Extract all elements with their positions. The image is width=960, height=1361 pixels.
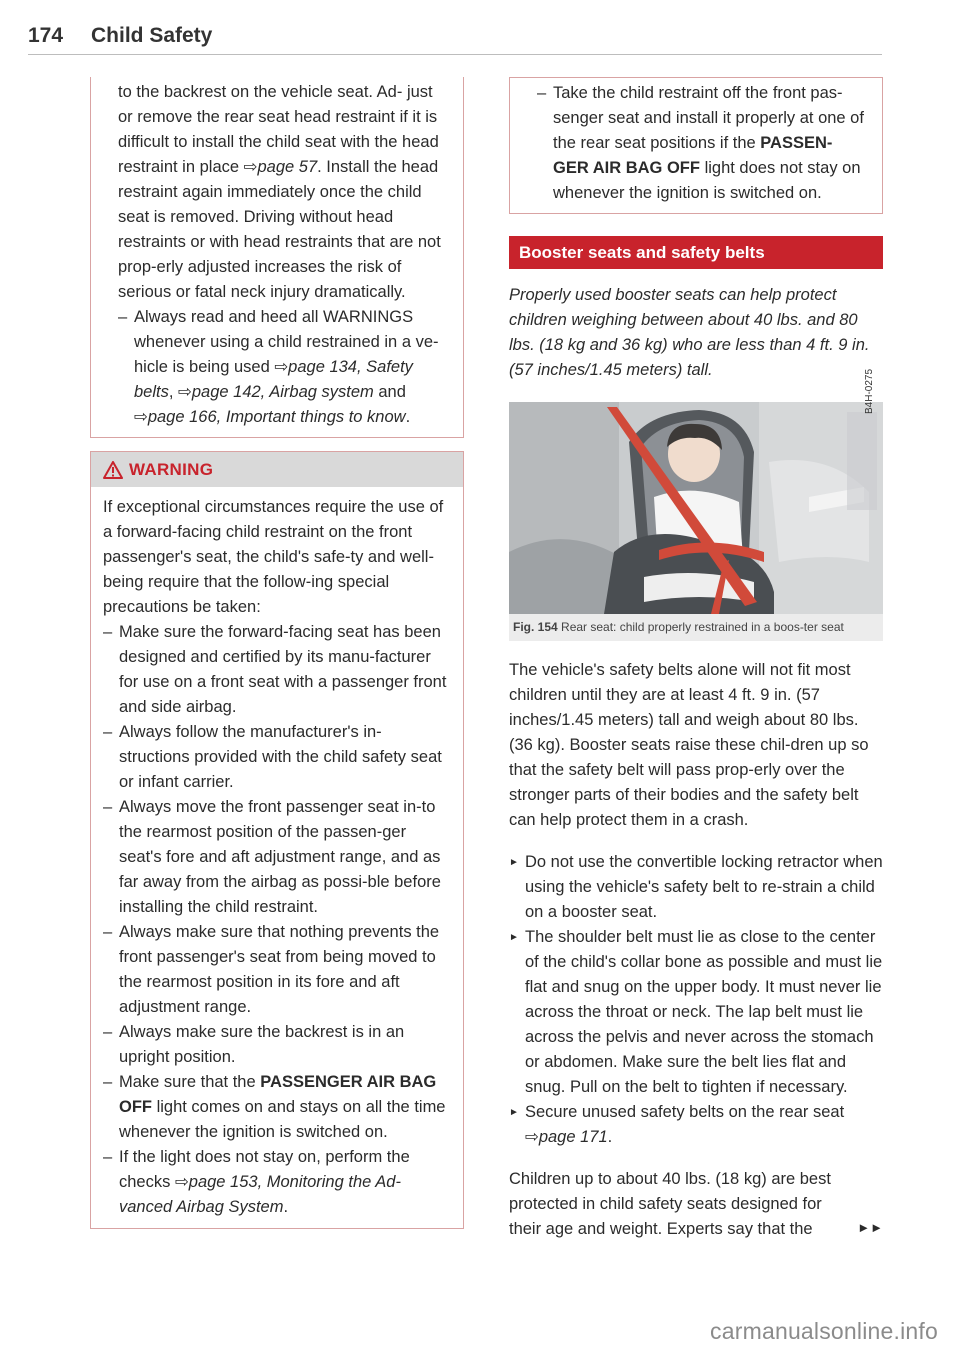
figure-154 xyxy=(509,368,883,641)
continue-arrow-icon: ►► xyxy=(857,1220,883,1235)
warning-item: – Always move the front passenger seat in-to the rearmost position of the passen-ger seat's fore and aft adjustment range, and as far away from the airbag as possi-ble before installing the child restraint. xyxy=(103,795,449,920)
step-item: ► Do not use the convertible locking retractor when using the vehicle's safety belt to re-strain a child on a booster seat. xyxy=(509,850,883,925)
continued-box xyxy=(90,77,464,438)
top-box xyxy=(509,77,883,214)
item-text: light comes on and stays on all the time whenever the ignition is switched on. xyxy=(119,1098,446,1141)
box-text xyxy=(118,80,449,305)
period: . xyxy=(607,1128,613,1146)
section-intro: Properly used booster seats can help protect children weighing between about 40 lbs. and 80 lbs. (18 kg and 36 kg) who are less than 4 ft. 9 in. (57 inches/1.45 meters) tall. xyxy=(509,286,870,379)
period: . xyxy=(405,408,411,426)
bullet-text: Always read and heed all WARNINGS whenever using a child restrained in a ve-hicle is being used xyxy=(134,308,439,376)
figure-caption xyxy=(509,614,883,641)
paragraph: The vehicle's safety belts alone will not fit most children until they are at least 4 ft. 9 in. (57 inches/1.45 meters) tall and weigh about 80 lbs. (36 kg). Booster seats raise these chil-dren up so that the safety belt will pass prop-erly over the stronger parts of their bodies and the safety belt can help protect them in a crash. xyxy=(509,661,869,829)
page-57-link[interactable]: ⇨page 57 xyxy=(243,158,318,176)
airbag-off-label: PASSEN-GER AIR BAG OFF xyxy=(553,134,833,177)
page-171-link[interactable]: ⇨page 171 xyxy=(525,1128,608,1146)
warning-item: – Always make sure the backrest is in an upright position. xyxy=(103,1020,449,1070)
item-text: Make sure that the xyxy=(119,1073,261,1091)
section-heading: Booster seats and safety belts xyxy=(509,236,883,269)
warning-item: – Always follow the manufacturer's in-structions provided with the child safety seat or infant carrier. xyxy=(103,720,449,795)
airbag-off-label: PASSENGER AIR BAG OFF xyxy=(119,1073,437,1116)
figure-code: B4H-0275 xyxy=(864,368,875,414)
steps-list xyxy=(509,850,883,1150)
box-line: . Install the head restraint again immediately once the child seat is removed. Driving without head restraints or with head restraints that are not prop-erly adjusted increases the risk of serious or fatal neck injury dramatically. xyxy=(118,158,441,301)
left-column xyxy=(90,77,464,1229)
list-item xyxy=(118,305,449,430)
warning-title: WARNING xyxy=(129,460,214,479)
page-number: 174 xyxy=(28,24,64,47)
chapter-title: Child Safety xyxy=(91,24,213,47)
page-153-link[interactable]: ⇨page 153, Monitoring the Ad-vanced Airbag System xyxy=(119,1173,401,1216)
figure-label: Fig. 154 xyxy=(513,620,558,634)
box-line: restraint if it is difficult to install the xyxy=(118,108,438,151)
watermark: carmanualsonline.info xyxy=(710,1318,938,1344)
step-item: ► The shoulder belt must lie as close to the center of the child's collar bone as possible and must lie flat and snug on the upper body. It must never lie across the throat or neck. The lap belt must lie across the pelvis and never across the stomach or abdomen. Make sure the belt lies flat and snug. Pull on the belt to tighten if necessary. xyxy=(509,925,883,1100)
item-text: If the light does not stay on, perform the checks xyxy=(119,1148,410,1191)
warning-intro: If exceptional circumstances require the use of a forward-facing child restraint on the front passenger's seat, the child's safe-ty and well-being require that the follow-ing special precautions be taken: xyxy=(103,498,444,616)
page-142-link[interactable]: ⇨page 142, Airbag system xyxy=(178,383,374,401)
separator: , xyxy=(168,383,179,401)
booster-seat-photo xyxy=(509,402,883,614)
page-166-link[interactable]: ⇨page 166, Important things to know xyxy=(134,408,406,426)
warning-item xyxy=(103,1145,449,1220)
list-item xyxy=(537,81,868,206)
item-text: Take the child restraint off the front pas-senger seat and install it properly at one of the rear seat positions if the xyxy=(553,84,864,152)
warning-item xyxy=(103,1070,449,1145)
right-column xyxy=(509,77,883,1242)
step-text: Secure unused safety belts on the rear seat xyxy=(525,1103,845,1121)
box-line: just or remove the rear seat head xyxy=(118,83,433,126)
paragraph xyxy=(509,1167,883,1242)
box-line: child seat with the head restraint in place xyxy=(118,133,439,176)
item-text: light does not stay on whenever the ignition is switched on. xyxy=(553,159,861,202)
conjunction: and xyxy=(373,383,406,401)
paragraph-text: Children up to about 40 lbs. (18 kg) are best protected in child safety seats designed for their age and weight. Experts say that the xyxy=(509,1170,831,1238)
page-134-link[interactable]: ⇨page 134, Safety belts xyxy=(134,358,413,401)
page-header xyxy=(28,24,882,55)
warning-header xyxy=(90,451,464,487)
caption-text: Rear seat: child properly restrained in a boos-ter seat xyxy=(557,620,844,634)
warning-item: – Always make sure that nothing prevents the front passenger's seat from being moved to the rearmost position in its fore and aft adjustment range. xyxy=(103,920,449,1020)
warning-body xyxy=(90,487,464,1229)
warning-item: – Make sure the forward-facing seat has been designed and certified by its manu-facturer for use on a front seat with a passenger front and side airbag. xyxy=(103,620,449,720)
box-line: to the backrest on the vehicle seat. Ad- xyxy=(118,83,403,101)
period: . xyxy=(283,1198,289,1216)
warning-triangle-icon xyxy=(103,461,123,479)
step-item xyxy=(509,1100,883,1150)
